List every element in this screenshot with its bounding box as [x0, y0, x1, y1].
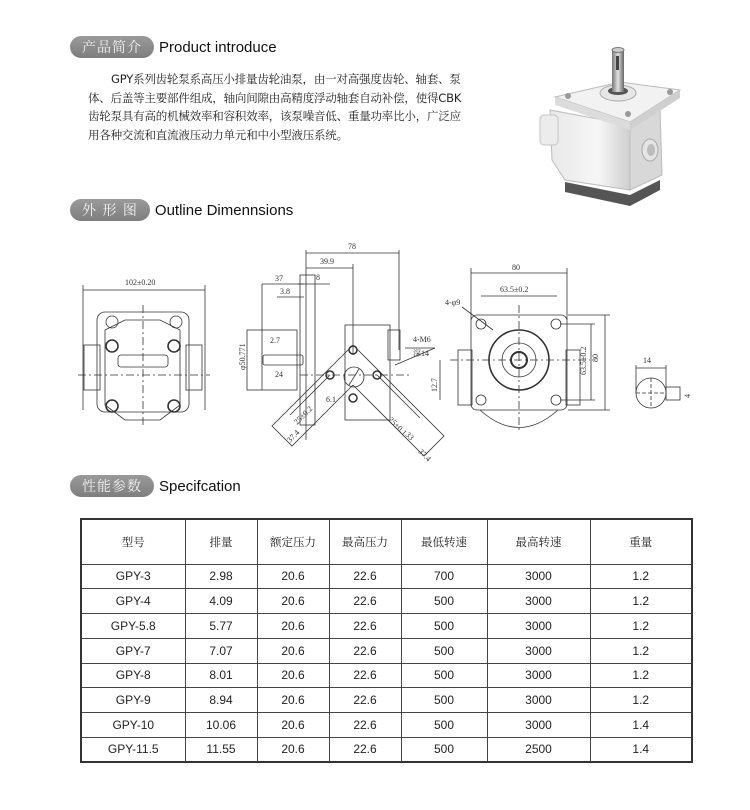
section-badge-outline: 外 形 图 — [70, 199, 150, 221]
svg-text:4-M6: 4-M6 — [413, 335, 431, 344]
table-row: GPY-3 2.98 20.6 22.6 700 3000 1.2 — [81, 564, 692, 589]
svg-text:78: 78 — [348, 242, 356, 251]
svg-text:4: 4 — [683, 394, 692, 398]
svg-text:4-φ9: 4-φ9 — [445, 298, 461, 307]
table-header-row — [81, 519, 692, 564]
svg-text:80: 80 — [512, 263, 520, 272]
section-badge-intro: 产品简介 — [70, 36, 154, 58]
product-photo — [520, 30, 690, 210]
header-model: 型号 — [81, 519, 185, 564]
section-title-spec: Specifcation — [159, 477, 241, 495]
svg-text:37.4: 37.4 — [285, 428, 302, 445]
svg-text:8: 8 — [316, 273, 320, 282]
outline-drawing — [70, 225, 720, 465]
svg-text:37.4: 37.4 — [416, 447, 433, 464]
section-title-intro: Product introduce — [159, 38, 277, 56]
side-view — [238, 242, 444, 463]
header-min-speed: 最低转速 — [401, 519, 487, 564]
section-header-intro — [70, 35, 277, 59]
table-row: GPY-8 8.01 20.6 22.6 500 3000 1.2 — [81, 663, 692, 688]
svg-text:2.7: 2.7 — [270, 336, 280, 345]
header-weight: 重量 — [590, 519, 692, 564]
section-badge-spec: 性能参数 — [70, 475, 154, 497]
svg-text:25±0.2: 25±0.2 — [292, 404, 315, 427]
shaft-section-view — [636, 356, 692, 408]
svg-text:14: 14 — [643, 356, 651, 365]
header-max-speed: 最高转速 — [487, 519, 590, 564]
section-header-outline — [70, 198, 293, 222]
table-row: GPY-10 10.06 20.6 22.6 500 3000 1.4 — [81, 713, 692, 738]
svg-text:25±0.1: 25±0.1 — [386, 415, 409, 438]
table-row: GPY-11.5 11.55 20.6 22.6 500 2500 1.4 — [81, 737, 692, 762]
dim-front-width: 102±0.20 — [125, 278, 156, 287]
svg-text:3.8: 3.8 — [280, 287, 290, 296]
section-header-spec — [70, 474, 241, 498]
svg-text:37: 37 — [275, 274, 283, 283]
svg-text:33: 33 — [403, 430, 416, 443]
table-row: GPY-9 8.94 20.6 22.6 500 3000 1.2 — [81, 688, 692, 713]
spec-table — [80, 518, 693, 763]
table-row: GPY-4 4.09 20.6 22.6 500 3000 1.2 — [81, 589, 692, 614]
header-max-pressure: 最高压力 — [329, 519, 401, 564]
svg-text:深14: 深14 — [413, 349, 429, 358]
intro-paragraph: GPY系列齿轮泵系高压小排量齿轮油泵，由一对高强度齿轮、轴套、泵体、后盖等主要部件组成，轴向间隙由高精度浮动轴套自动补偿，使得CBK齿轮泵具有高的机械效率和容积效率，该泵噪音低、重量功率比小，广泛应用各种交流和直流液压动力单元和中小型液压系统。 — [88, 72, 462, 142]
svg-text:12.7: 12.7 — [430, 378, 439, 392]
gear-pump-image — [520, 30, 690, 210]
header-displacement: 排量 — [185, 519, 257, 564]
section-title-outline: Outline Dimennsions — [154, 201, 294, 219]
rear-view — [430, 263, 610, 432]
header-rated-pressure: 额定压力 — [257, 519, 329, 564]
front-view — [78, 278, 210, 425]
svg-text:63.5±0.2: 63.5±0.2 — [579, 346, 588, 375]
svg-text:39.9: 39.9 — [320, 257, 334, 266]
svg-text:6.1: 6.1 — [326, 395, 336, 404]
table-row: GPY-7 7.07 20.6 22.6 500 3000 1.2 — [81, 638, 692, 663]
table-row: GPY-5.8 5.77 20.6 22.6 500 3000 1.2 — [81, 614, 692, 639]
svg-text:63.5±0.2: 63.5±0.2 — [500, 285, 529, 294]
svg-text:φ50.771: φ50.771 — [238, 343, 247, 370]
svg-text:24: 24 — [275, 370, 283, 379]
svg-text:80: 80 — [591, 354, 600, 362]
